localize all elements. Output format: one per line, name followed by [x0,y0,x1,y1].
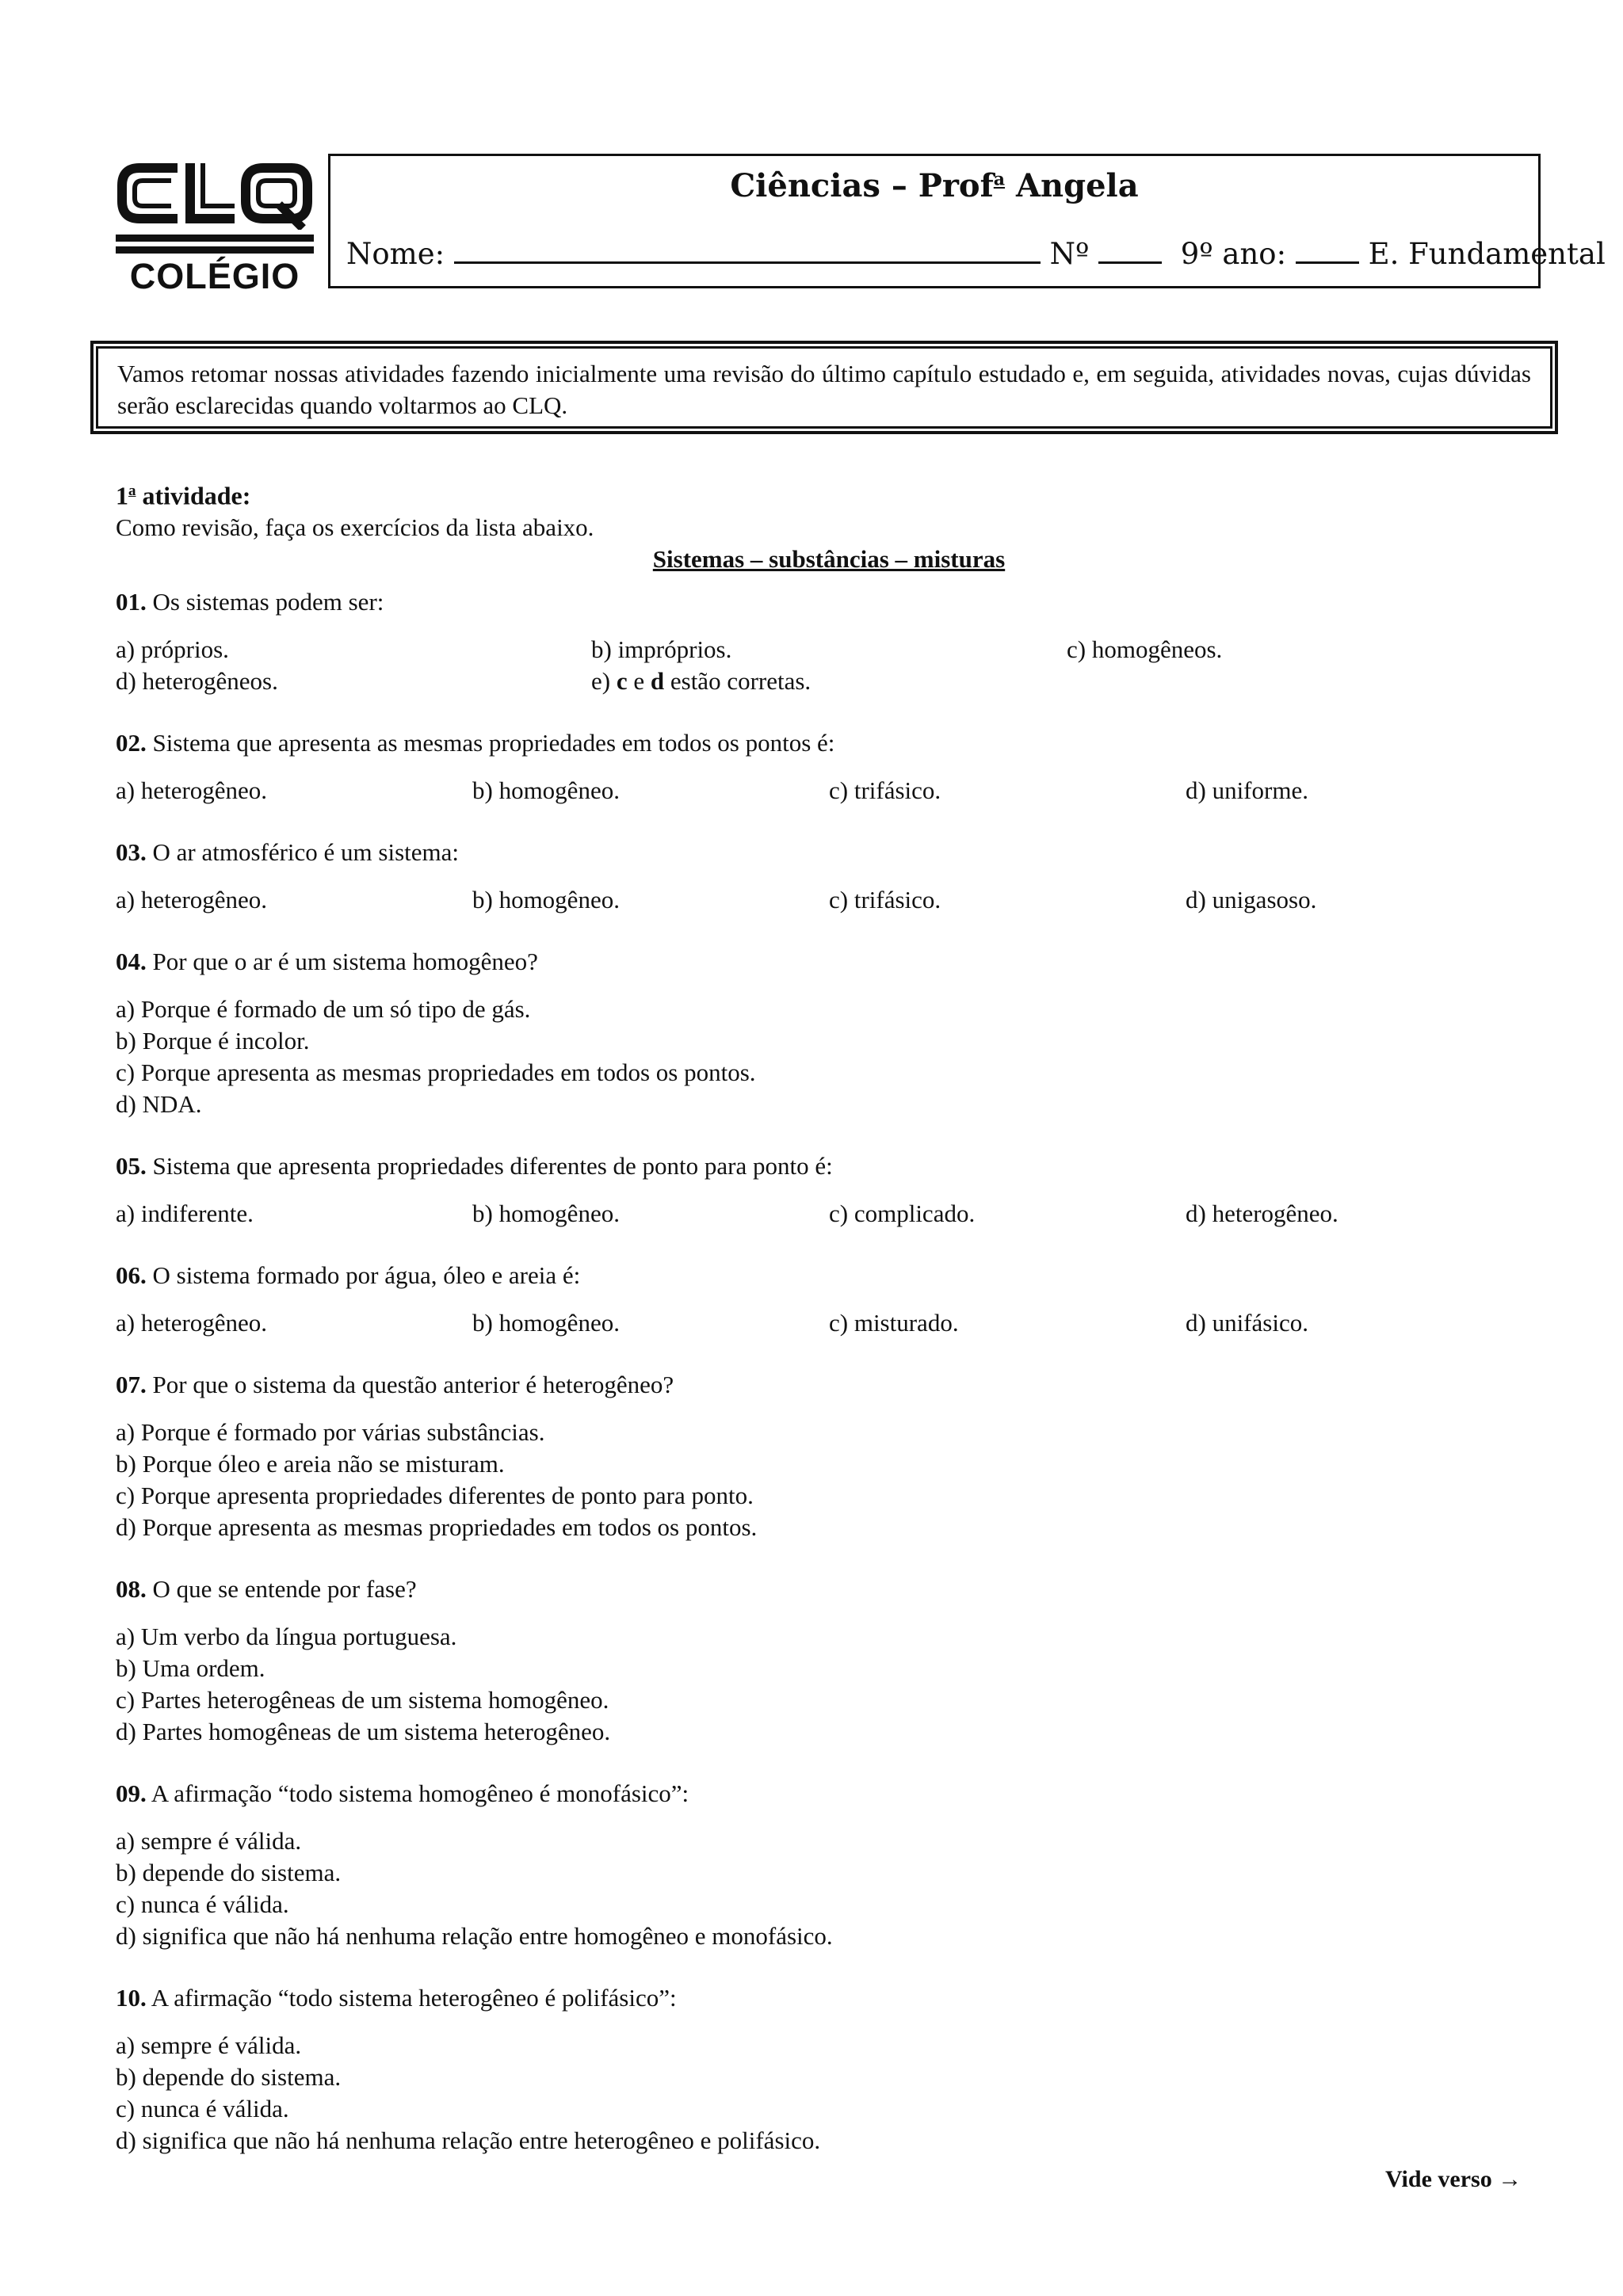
options [116,1307,1542,1339]
question-03: 03. O ar atmosférico é um sistema: a) heterogêneo. b) homogêneo. c) trifásico. d) unigasoso. [116,837,1542,916]
option-c[interactable]: c) trifásico. [829,885,941,913]
question-07: 07. Por que o sistema da questão anterior é heterogêneo? a) Porque é formado por várias substâncias. b) Porque óleo e areia não se misturam. c) Porque apresenta propriedades diferentes de ponto para ponto. d) Porque apresenta as mesmas propriedades em todos os pontos. [116,1369,1542,1543]
options [116,1621,1542,1748]
option-a[interactable]: a) sempre é válida. [116,1826,302,1855]
activity-heading: 1$^a$ atividade: [116,481,251,510]
option-a[interactable]: a) Um verbo da língua portuguesa. [116,1622,457,1650]
option-b[interactable]: b) Porque é incolor. [116,1026,310,1055]
options [116,775,1542,807]
option-b[interactable]: b) homogêneo. [472,776,620,804]
nivel-label: E. Fundamental [1368,237,1606,271]
option-c[interactable]: c) nunca é válida. [116,1890,289,1918]
question-01: 01. Os sistemas podem ser: a) próprios. b) impróprios. c) homogêneos. d) heterogêneos. e) c e d estão corretas. [116,586,1542,697]
options [116,1825,1542,1952]
option-e[interactable]: e) c e d estão corretas. [591,666,812,695]
option-c[interactable]: c) nunca é válida. [116,2094,289,2122]
options [116,634,1542,697]
section-title: Sistemas – substâncias – misturas [652,544,1006,573]
nome-label: Nome: [346,237,445,271]
option-b[interactable]: b) Porque óleo e areia não se misturam. [116,1449,505,1478]
option-d[interactable]: d) Porque apresenta as mesmas propriedades em todos os pontos. [116,1512,758,1541]
page-title: Ciências – Prof$^a$ Angela [730,167,1139,204]
options [116,884,1542,916]
options [116,2030,1542,2157]
question-10: 10. A afirmação “todo sistema heterogêneo é polifásico”: a) sempre é válida. b) depende do sistema. c) nunca é válida. d) significa que não há nenhuma relação entre heterogêneo e polifásico. [116,1982,1542,2157]
question-02: 02. Sistema que apresenta as mesmas propriedades em todos os pontos é: a) heterogêneo. b) homogêneo. c) trifásico. d) uniforme. [116,727,1542,807]
option-b[interactable]: b) Uma ordem. [116,1653,265,1682]
question-08: 08. O que se entende por fase? a) Um verbo da língua portuguesa. b) Uma ordem. c) Partes heterogêneas de um sistema homogêneo. d) Partes homogêneas de um sistema heterogêneo. [116,1573,1542,1748]
activity-intro: Como revisão, faça os exercícios da lista abaixo. [116,513,594,541]
question-06: 06. O sistema formado por água, óleo e areia é: a) heterogêneo. b) homogêneo. c) misturado. d) unifásico. [116,1260,1542,1339]
logo-bar [116,246,314,254]
logo-bar [116,235,314,242]
nome-field[interactable] [454,238,1041,264]
clq-logo-mark [116,157,314,230]
option-d[interactable]: d) uniforme. [1186,776,1308,804]
notice-text: Vamos retomar nossas atividades fazendo inicialmente uma revisão do último capítulo estudado e, em seguida, atividades novas, cujas dúvidas serão esclarecidas quando voltarmos ao CLQ. [96,346,1552,429]
option-a[interactable]: a) Porque é formado por várias substâncias. [116,1417,545,1446]
numero-field[interactable] [1098,238,1162,264]
option-d[interactable]: d) heterogêneos. [116,666,278,695]
option-d[interactable]: d) unifásico. [1186,1308,1308,1337]
option-b[interactable]: b) depende do sistema. [116,2062,342,2091]
question-05: 05. Sistema que apresenta propriedades diferentes de ponto para ponto é: a) indiferente. b) homogêneo. c) complicado. d) heterogêneo. [116,1150,1542,1230]
logo-subtitle: COLÉGIO [129,256,300,296]
options [116,1198,1542,1230]
option-d[interactable]: d) Partes homogêneas de um sistema heterogêneo. [116,1717,611,1745]
option-d[interactable]: d) unigasoso. [1186,885,1317,913]
option-c[interactable]: c) homogêneos. [1067,635,1223,663]
option-b[interactable]: b) impróprios. [591,635,732,663]
option-a[interactable]: a) heterogêneo. [116,1308,268,1337]
option-c[interactable]: c) trifásico. [829,776,941,804]
option-c[interactable]: c) Porque apresenta as mesmas propriedades em todos os pontos. [116,1058,756,1086]
option-a[interactable]: a) próprios. [116,635,229,663]
worksheet-content [116,475,1542,2157]
option-b[interactable]: b) homogêneo. [472,1308,620,1337]
option-c[interactable]: c) complicado. [829,1199,976,1227]
option-d[interactable]: d) heterogêneo. [1186,1199,1338,1227]
numero-label: Nº [1049,237,1090,271]
option-b[interactable]: b) depende do sistema. [116,1858,342,1886]
options [116,994,1542,1120]
ano-label: 9º ano: [1180,237,1287,271]
option-d[interactable]: d) significa que não há nenhuma relação entre heterogêneo e polifásico. [116,2126,821,2154]
question-04: 04. Por que o ar é um sistema homogêneo? a) Porque é formado de um só tipo de gás. b) Porque é incolor. c) Porque apresenta as mesmas propriedades em todos os pontos. d) NDA. [116,946,1542,1120]
option-b[interactable]: b) homogêneo. [472,885,620,913]
notice-box [90,341,1558,434]
option-a[interactable]: a) Porque é formado de um só tipo de gás. [116,994,531,1023]
student-fields [346,237,1606,271]
option-c[interactable]: c) Partes heterogêneas de um sistema homogêneo. [116,1685,609,1714]
ano-field[interactable] [1296,238,1359,264]
option-a[interactable]: a) heterogêneo. [116,885,268,913]
question-09: 09. A afirmação “todo sistema homogêneo é monofásico”: a) sempre é válida. b) depende do sistema. c) nunca é válida. d) significa que não há nenhuma relação entre homogêneo e monofásico. [116,1778,1542,1952]
option-b[interactable]: b) homogêneo. [472,1199,620,1227]
option-c[interactable]: c) Porque apresenta propriedades diferentes de ponto para ponto. [116,1481,754,1509]
header-box [328,154,1606,288]
school-logo [116,157,314,296]
option-a[interactable]: a) sempre é válida. [116,2031,302,2059]
option-c[interactable]: c) misturado. [829,1308,959,1337]
option-a[interactable]: a) indiferente. [116,1199,254,1227]
option-d[interactable]: d) significa que não há nenhuma relação entre homogêneo e monofásico. [116,1921,833,1950]
option-d[interactable]: d) NDA. [116,1089,202,1118]
option-a[interactable]: a) heterogêneo. [116,776,268,804]
options [116,1417,1542,1543]
vide-verso-note: Vide verso → [1385,2166,1522,2192]
